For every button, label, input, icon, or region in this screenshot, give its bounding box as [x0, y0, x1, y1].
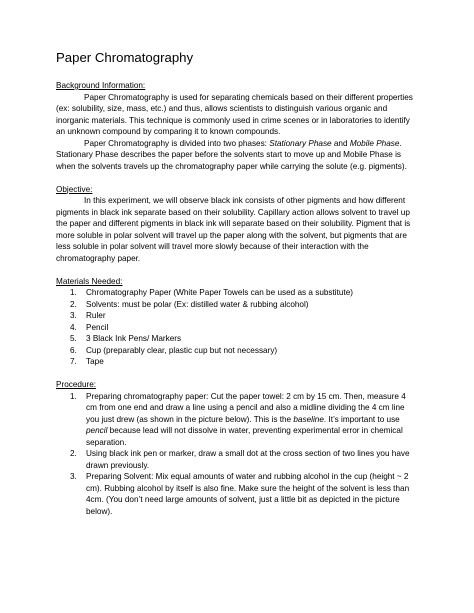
background-p2-text-b: . Stationary Phase describes the paper before the solvents start to move up and Mobile Phase is when the solvents travels up the chromatography paper while carrying the solute (e.g. pigments). — [56, 138, 407, 171]
list-number: 7. — [70, 357, 77, 366]
objective-paragraph: In this experiment, we will observe black ink consists of other pigments and how different pigments in black ink separate based on their solubility. Capillary action allows solvent to travel up the paper and different pigments in black ink will separate based on their solubility. Pigment that is more soluble in polar solvent will travel up the paper along with the solvent, but pigments that are less soluble in polar solvent will travel more slowly because of their interaction with the chromatography paper. — [56, 196, 411, 263]
list-number: 2. — [70, 449, 77, 458]
list-number: 4. — [70, 322, 77, 332]
procedure-step-2 — [70, 448, 418, 471]
list-item-text: Tape — [86, 357, 104, 366]
objective-heading: Objective: — [56, 184, 93, 194]
list-number: 5. — [70, 334, 77, 343]
background-paragraph-1: Paper Chromatography is used for separating chemicals based on their different properties (ex: solubility, size, mass, etc.) and thus, allows scientists to distinguish various organic and inorganic materials. This technique is commonly used in crime scenes or in laboratories to identify an unknown compound by comparing it to known compounds. — [56, 92, 413, 136]
background-paragraph-2 — [56, 138, 418, 173]
mobile-phase-term: Mobile Phase — [349, 138, 400, 148]
procedure-step-3 — [70, 471, 418, 517]
list-item-text: Ruler — [86, 311, 106, 320]
background-heading: Background Information: — [56, 81, 146, 90]
baseline-term: baseline — [293, 414, 324, 424]
step-1-text-a: Preparing chromatography paper: Cut the paper towel: 2 cm by 15 cm. Then, measure 4 cm from one end and draw a line using a pencil and also a midline dividing the 4 cm line you just drew (as shown in the picture below). This is the — [86, 391, 406, 424]
document-title: Paper Chromatography — [56, 50, 194, 65]
procedure-heading: Procedure: — [56, 380, 97, 389]
list-item-text: 3 Black Ink Pens/ Markers — [86, 334, 182, 343]
list-number: 3. — [70, 311, 77, 320]
step-1-text-c: because lead will not dissolve in water, preventing experimental error in chemical separation. — [86, 426, 403, 447]
background-p2-and: and — [331, 138, 350, 148]
procedure-list — [56, 391, 418, 518]
procedure-step-1 — [70, 391, 418, 449]
materials-list-item — [70, 322, 418, 334]
list-item-text: Cup (preparably clear, plastic cup but not necessary) — [86, 345, 278, 355]
list-number: 1. — [70, 288, 77, 297]
list-number: 2. — [70, 299, 77, 309]
section-spacer — [56, 264, 418, 276]
materials-list-item — [70, 287, 418, 299]
materials-list-item — [70, 299, 418, 311]
pencil-term: pencil — [86, 426, 108, 435]
list-number: 3. — [70, 472, 77, 481]
materials-list — [56, 287, 418, 368]
list-item-text: Solvents: must be polar (Ex: distilled water & rubbing alcohol) — [86, 299, 309, 309]
materials-list-item — [70, 356, 418, 368]
materials-list-item — [70, 345, 418, 357]
section-spacer — [56, 368, 418, 380]
step-2-text: Using black ink pen or marker, draw a small dot at the cross section of two lines you have drawn previously. — [86, 449, 410, 470]
stationary-phase-term: Stationary Phase — [269, 138, 332, 148]
list-number: 1. — [70, 391, 77, 401]
materials-list-item — [70, 310, 418, 322]
list-item-text: Chromatography Paper (White Paper Towels can be used as a substitute) — [86, 288, 353, 297]
materials-list-item — [70, 333, 418, 345]
section-spacer — [56, 172, 418, 184]
step-1-text-b: . It’s important to use — [323, 414, 400, 424]
list-number: 6. — [70, 345, 77, 355]
materials-heading: Materials Needed: — [56, 276, 123, 286]
list-item-text: Pencil — [86, 322, 109, 332]
step-3-text: Preparing Solvent: Mix equal amounts of water and rubbing alcohol in the cup (height ~ 2 cm). Rubbing alcohol by itself is also fine. Make sure the height of the solvent is less than 4cm. (You don’t need large amounts of solvent, just a little bit as depicted in the picture below). — [86, 472, 410, 516]
background-p2-text-a: Paper Chromatography is divided into two phases: — [84, 138, 270, 148]
